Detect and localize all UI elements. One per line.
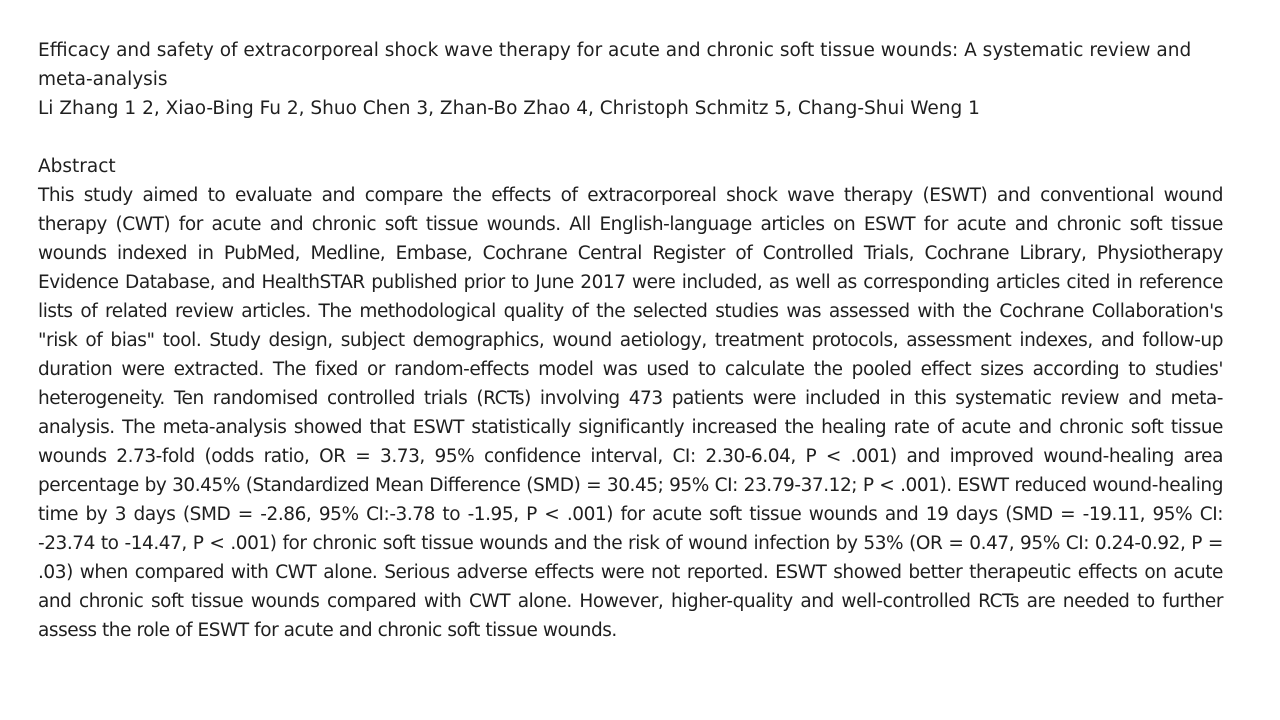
section-spacer [38, 123, 1223, 152]
paper-title: Efficacy and safety of extracorporeal shock wave therapy for acute and chronic soft tissue wounds: A systematic review and meta-analysis [38, 40, 1192, 90]
paper-page [38, 36, 1223, 645]
paper-authors: Li Zhang 1 2, Xiao-Bing Fu 2, Shuo Chen 3, Zhan-Bo Zhao 4, Christoph Schmitz 5, Chang-Shui Weng 1 [38, 98, 980, 119]
abstract-heading: Abstract [38, 156, 116, 177]
abstract-body: This study aimed to evaluate and compare the effects of extracorporeal shock wave therapy (ESWT) and conventional wound therapy (CWT) for acute and chronic soft tissue wounds. All English-language articles on ESWT for acute and chronic soft tissue wounds indexed in PubMed, Medline, Embase, Cochrane Central Register of Controlled Trials, Cochrane Library, Physiotherapy Evidence Database, and HealthSTAR published prior to June 2017 were included, as well as corresponding articles cited in reference lists of related review articles. The methodological quality of the selected studies was assessed with the Cochrane Collaboration's "risk of bias" tool. Study design, subject demographics, wound aetiology, treatment protocols, assessment indexes, and follow-up duration were extracted. The fixed or random-effects model was used to calculate the pooled effect sizes according to studies' heterogeneity. Ten randomised controlled trials (RCTs) involving 473 patients were included in this systematic review and meta-analysis. The meta-analysis showed that ESWT statistically significantly increased the healing rate of acute and chronic soft tissue wounds 2.73-fold (odds ratio, OR = 3.73, 95% confidence interval, CI: 2.30-6.04, P < .001) and improved wound-healing area percentage by 30.45% (Standardized Mean Difference (SMD) = 30.45; 95% CI: 23.79-37.12; P < .001). ESWT reduced wound-healing time by 3 days (SMD = -2.86, 95% CI:-3.78 to -1.95, P < .001) for acute soft tissue wounds and 19 days (SMD = -19.11, 95% CI: -23.74 to -14.47, P < .001) for chronic soft tissue wounds and the risk of wound infection by 53% (OR = 0.47, 95% CI: 0.24-0.92, P = .03) when compared with CWT alone. Serious adverse effects were not reported. ESWT showed better therapeutic effects on acute and chronic soft tissue wounds compared with CWT alone. However, higher-quality and well-controlled RCTs are needed to further assess the role of ESWT for acute and chronic soft tissue wounds. [38, 185, 1223, 641]
